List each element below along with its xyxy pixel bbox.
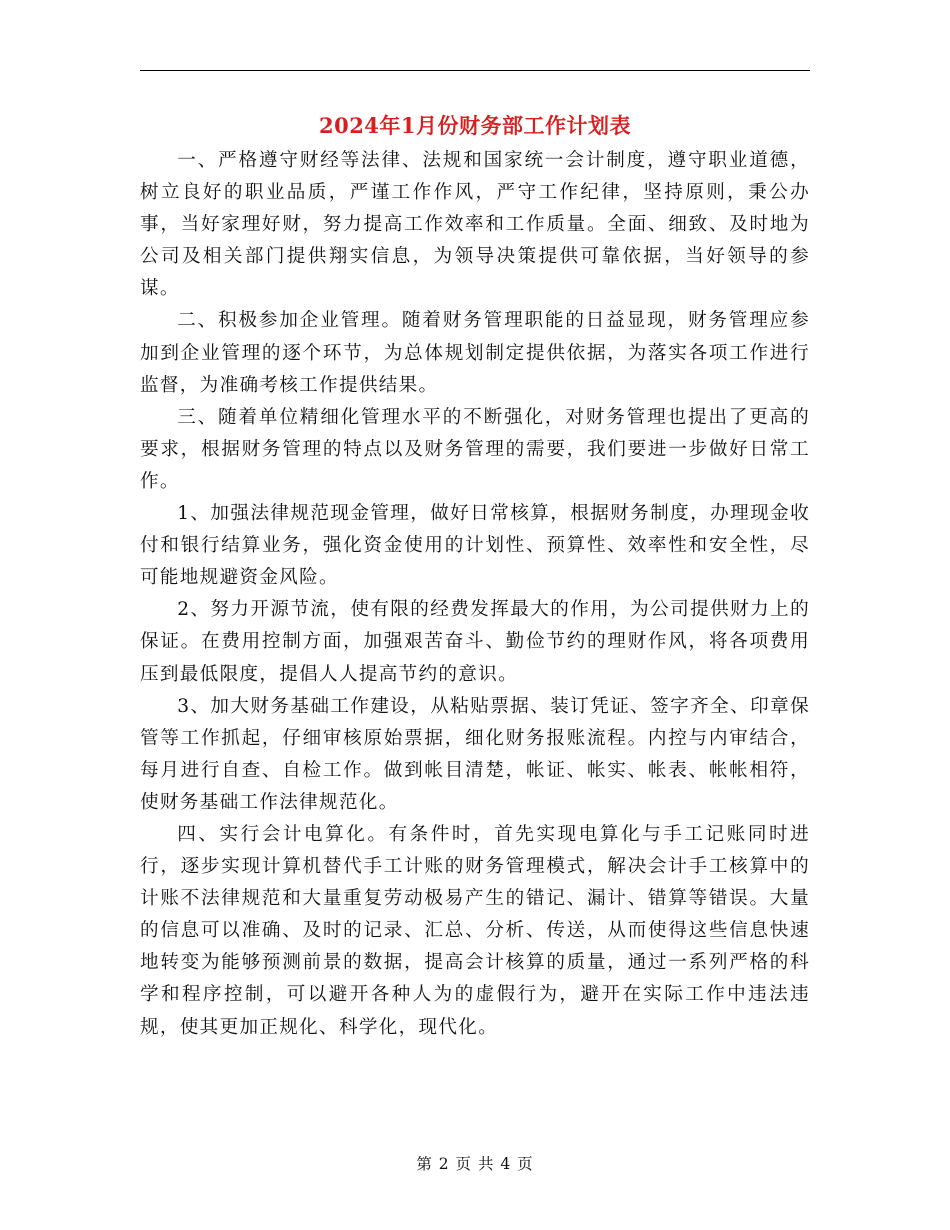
paragraph: 3、加大财务基础工作建设，从粘贴票据、装订凭证、签字齐全、印章保管等工作抓起，仔细审核原始票据，细化财务报账流程。内控与内审结合，每月进行自查、自检工作。做到帐目清楚，帐证、帐实、帐表、帐帐相符，使财务基础工作法律规范化。 xyxy=(140,695,810,813)
paragraph: 二、积极参加企业管理。随着财务管理职能的日益显现，财务管理应参加到企业管理的逐个环节，为总体规划制定提供依据，为落实各项工作进行监督，为准确考核工作提供结果。 xyxy=(140,310,810,396)
paragraph: 四、实行会计电算化。有条件时，首先实现电算化与手工记账同时进行，逐步实现计算机替代手工计账的财务管理模式，解决会计手工核算中的计账不法律规范和大量重复劳动极易产生的错记、漏计、错算等错误。大量的信息可以准确、及时的记录、汇总、分析、传送，从而使得这些信息快速地转变为能够预测前景的数据，提高会计核算的质量，通过一系列严格的科学和程序控制，可以避开各种人为的虚假行为，避开在实际工作中违法违规，使其更加正规化、科学化，现代化。 xyxy=(140,823,810,1038)
page-number: 第 2 页 共 4 页 xyxy=(416,1155,534,1173)
paragraph: 三、随着单位精细化管理水平的不断强化，对财务管理也提出了更高的要求，根据财务管理的特点以及财务管理的需要，我们要进一步做好日常工作。 xyxy=(140,406,810,492)
paragraph: 1、加强法律规范现金管理，做好日常核算，根据财务制度，办理现金收付和银行结算业务，强化资金使用的计划性、预算性、效率性和安全性，尽可能地规避资金风险。 xyxy=(140,503,810,589)
header-rule xyxy=(140,70,810,71)
paragraph: 2、努力开源节流，使有限的经费发挥最大的作用，为公司提供财力上的保证。在费用控制方面，加强艰苦奋斗、勤俭节约的理财作风，将各项费用压到最低限度，提倡人人提高节约的意识。 xyxy=(140,599,810,685)
document-title: 2024年1月份财务部工作计划表 xyxy=(318,113,632,138)
document-body xyxy=(140,145,810,1044)
paragraph: 一、严格遵守财经等法律、法规和国家统一会计制度，遵守职业道德，树立良好的职业品质，严谨工作作风，严守工作纪律，坚持原则，秉公办事，当好家理好财，努力提高工作效率和工作质量。全面、细致、及时地为公司及相关部门提供翔实信息，为领导决策提供可靠依据，当好领导的参谋。 xyxy=(140,150,810,300)
